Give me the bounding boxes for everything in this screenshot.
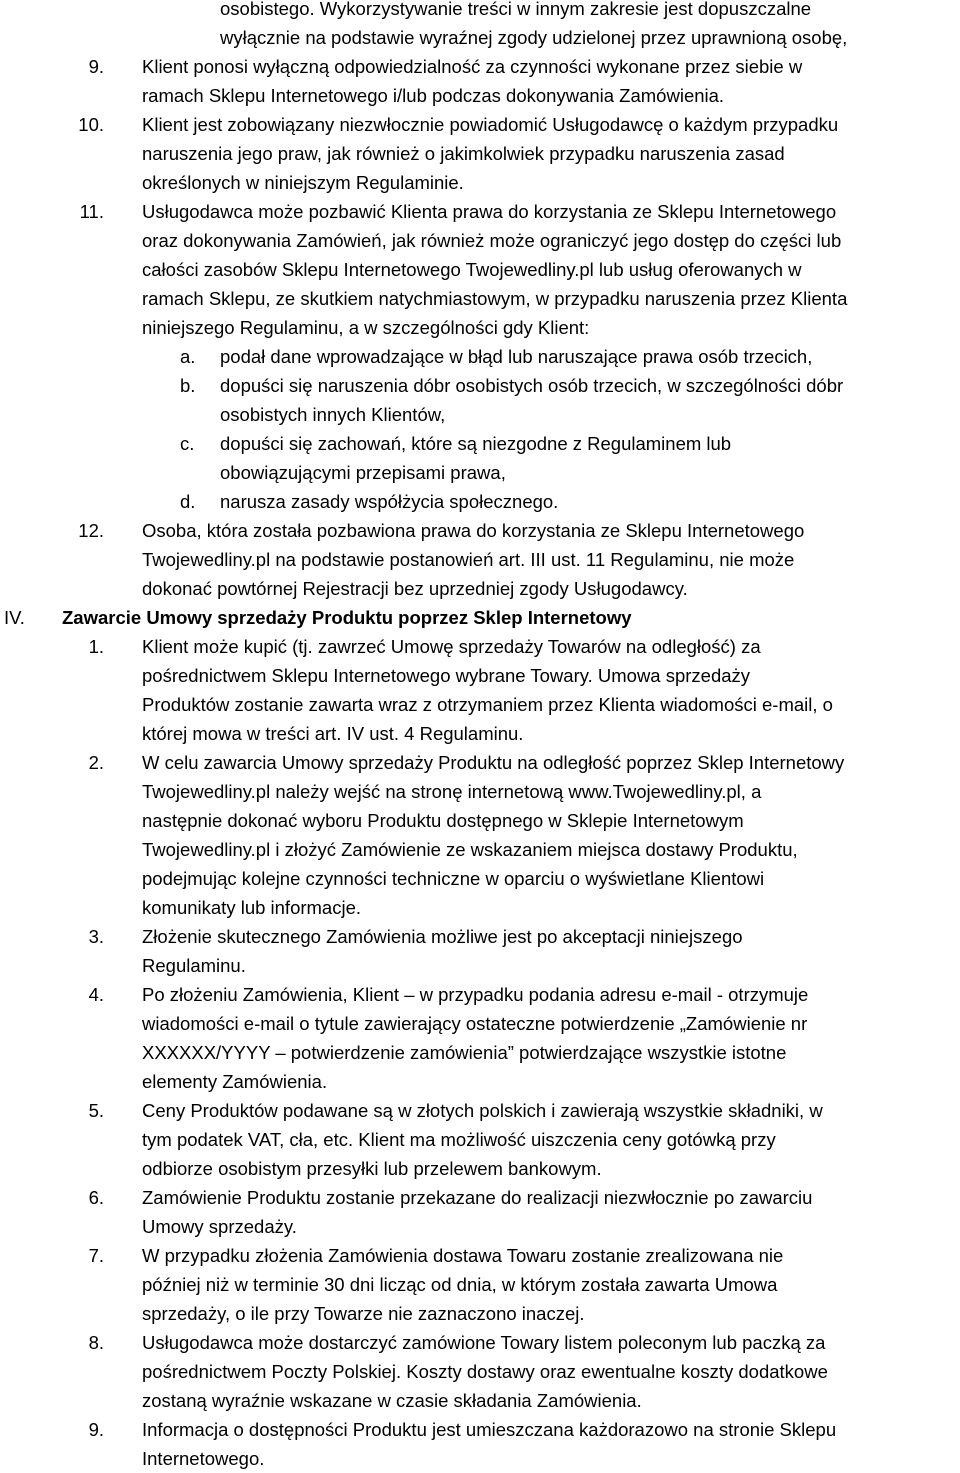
document-line [0, 806, 960, 835]
list-marker: 3. [88, 926, 104, 947]
document-line [0, 1357, 960, 1386]
document-line [0, 661, 960, 690]
line-text: niniejszego Regulaminu, a w szczególności gdy Klient: [142, 317, 590, 338]
document-line [0, 52, 960, 81]
line-text: Twojewedliny.pl na podstawie postanowień art. III ust. 11 Regulaminu, nie może [142, 549, 795, 570]
line-text: dokonać powtórnej Rejestracji bez uprzedniej zgody Usługodawcy. [142, 578, 688, 599]
document-line [0, 748, 960, 777]
list-marker: 11. [79, 201, 104, 222]
line-text: tym podatek VAT, cła, etc. Klient ma możliwość uiszczenia ceny gotówką przy [142, 1129, 776, 1150]
line-text: Regulaminu. [142, 955, 246, 976]
document-line [0, 777, 960, 806]
document-line [0, 487, 960, 516]
line-text: Usługodawca może dostarczyć zamówione Towary listem poleconym lub paczką za [142, 1332, 826, 1353]
document-line [0, 284, 960, 313]
document-line [0, 1009, 960, 1038]
line-text: zostaną wyraźnie wskazane w czasie składania Zamówienia. [142, 1390, 642, 1411]
document-line [0, 1386, 960, 1415]
list-marker: 4. [88, 984, 104, 1005]
line-text: komunikaty lub informacje. [142, 897, 362, 918]
line-text: Zamówienie Produktu zostanie przekazane do realizacji niezwłocznie po zawarciu [142, 1187, 813, 1208]
section-title: Zawarcie Umowy sprzedaży Produktu poprzez Sklep Internetowy [62, 607, 632, 628]
line-text: podejmując kolejne czynności techniczne w oparciu o wyświetlane Klientowi [142, 868, 765, 889]
list-marker: 2. [88, 752, 104, 773]
line-text: ramach Sklepu, ze skutkiem natychmiastowym, w przypadku naruszenia przez Klienta [142, 288, 848, 309]
document-line [0, 980, 960, 1009]
list-marker: b. [180, 375, 196, 396]
document-line [0, 313, 960, 342]
list-marker: 8. [88, 1332, 104, 1353]
document-line [0, 23, 960, 52]
document-line [0, 1125, 960, 1154]
line-text: elementy Zamówienia. [142, 1071, 328, 1092]
line-text: W przypadku złożenia Zamówienia dostawa Towaru zostanie zrealizowana nie [142, 1245, 784, 1266]
list-marker: c. [180, 433, 195, 454]
document-line [0, 516, 960, 545]
line-text: później niż w terminie 30 dni licząc od dnia, w którym została zawarta Umowa [142, 1274, 778, 1295]
document-line [0, 951, 960, 980]
document-line [0, 893, 960, 922]
document-line [0, 1212, 960, 1241]
line-text: Ceny Produktów podawane są w złotych polskich i zawierają wszystkie składniki, w [142, 1100, 823, 1121]
document-line [0, 81, 960, 110]
document-line [0, 1299, 960, 1328]
document-line [0, 0, 960, 23]
line-text: Po złożeniu Zamówienia, Klient – w przypadku podania adresu e-mail - otrzymuje [142, 984, 809, 1005]
document-line [0, 1328, 960, 1357]
line-text: określonych w niniejszym Regulaminie. [142, 172, 464, 193]
line-text: Umowy sprzedaży. [142, 1216, 297, 1237]
document-line [0, 197, 960, 226]
line-text: całości zasobów Sklepu Internetowego Twojewedliny.pl lub usług oferowanych w [142, 259, 802, 280]
line-text: Produktów zostanie zawarta wraz z otrzymaniem przez Klienta wiadomości e-mail, o [142, 694, 833, 715]
document-line [0, 139, 960, 168]
line-text: której mowa w treści art. IV ust. 4 Regulaminu. [142, 723, 524, 744]
document-line [0, 922, 960, 951]
line-text: Osoba, która została pozbawiona prawa do korzystania ze Sklepu Internetowego [142, 520, 805, 541]
line-text: obowiązującymi przepisami prawa, [220, 462, 506, 483]
list-marker: 9. [88, 56, 104, 77]
line-text: Twojewedliny.pl i złożyć Zamówienie ze wskazaniem miejsca dostawy Produktu, [142, 839, 798, 860]
line-text: osobistych innych Klientów, [220, 404, 446, 425]
document-line [0, 110, 960, 139]
document-line [0, 226, 960, 255]
line-text: osobistego. Wykorzystywanie treści w innym zakresie jest dopuszczalne [220, 0, 812, 19]
list-marker: 10. [78, 114, 104, 135]
list-marker: 6. [88, 1187, 104, 1208]
document-line [0, 342, 960, 371]
document-line [0, 168, 960, 197]
list-marker: 9. [88, 1419, 104, 1440]
line-text: sprzedaży, o ile przy Towarze nie zaznaczono inaczej. [142, 1303, 585, 1324]
document-line [0, 719, 960, 748]
document-line [0, 255, 960, 284]
section-heading [0, 603, 960, 632]
document-line [0, 1183, 960, 1212]
document-line [0, 1154, 960, 1183]
line-text: dopuści się zachowań, które są niezgodne z Regulaminem lub [220, 433, 732, 454]
document-line [0, 835, 960, 864]
line-text: W celu zawarcia Umowy sprzedaży Produktu na odległość poprzez Sklep Internetowy [142, 752, 845, 773]
document-line [0, 371, 960, 400]
list-marker: 7. [88, 1245, 104, 1266]
line-text: dopuści się naruszenia dóbr osobistych osób trzecich, w szczególności dóbr [220, 375, 844, 396]
document-line [0, 1444, 960, 1473]
document-line [0, 1038, 960, 1067]
document-line [0, 574, 960, 603]
document-line [0, 1241, 960, 1270]
document-line [0, 1415, 960, 1444]
line-text: Internetowego. [142, 1448, 265, 1469]
line-text: Klient może kupić (tj. zawrzeć Umowę sprzedaży Towarów na odległość) za [142, 636, 761, 657]
list-marker: 1. [88, 636, 104, 657]
document-line [0, 632, 960, 661]
line-text: podał dane wprowadzające w błąd lub naruszające prawa osób trzecich, [220, 346, 813, 367]
line-text: wyłącznie na podstawie wyraźnej zgody udzielonej przez uprawnioną osobę, [220, 27, 848, 48]
list-marker: a. [180, 346, 196, 367]
document-line [0, 458, 960, 487]
line-text: Klient jest zobowiązany niezwłocznie powiadomić Usługodawcę o każdym przypadku [142, 114, 839, 135]
line-text: następnie dokonać wyboru Produktu dostępnego w Sklepie Internetowym [142, 810, 744, 831]
list-marker: IV. [4, 607, 25, 628]
document-line [0, 690, 960, 719]
list-marker: 12. [78, 520, 104, 541]
line-text: pośrednictwem Poczty Polskiej. Koszty dostawy oraz ewentualne koszty dodatkowe [142, 1361, 828, 1382]
line-text: pośrednictwem Sklepu Internetowego wybrane Towary. Umowa sprzedaży [142, 665, 751, 686]
document-line [0, 545, 960, 574]
line-text: Klient ponosi wyłączną odpowiedzialność za czynności wykonane przez siebie w [142, 56, 803, 77]
line-text: Usługodawca może pozbawić Klienta prawa do korzystania ze Sklepu Internetowego [142, 201, 837, 222]
line-text: ramach Sklepu Internetowego i/lub podczas dokonywania Zamówienia. [142, 85, 725, 106]
line-text: narusza zasady współżycia społecznego. [220, 491, 559, 512]
line-text: odbiorze osobistym przesyłki lub przelewem bankowym. [142, 1158, 602, 1179]
line-text: naruszenia jego praw, jak również o jakimkolwiek przypadku naruszenia zasad [142, 143, 785, 164]
line-text: wiadomości e-mail o tytule zawierający ostateczne potwierdzenie „Zamówienie nr [142, 1013, 808, 1034]
line-text: oraz dokonywania Zamówień, jak również może ograniczyć jego dostęp do części lub [142, 230, 842, 251]
line-text: Złożenie skutecznego Zamówienia możliwe jest po akceptacji niniejszego [142, 926, 743, 947]
document-line [0, 1270, 960, 1299]
line-text: Informacja o dostępności Produktu jest umieszczana każdorazowo na stronie Sklepu [142, 1419, 837, 1440]
line-text: XXXXXX/YYYY – potwierdzenie zamówienia” potwierdzające wszystkie istotne [142, 1042, 787, 1063]
list-marker: d. [180, 491, 196, 512]
list-marker: 5. [88, 1100, 104, 1121]
document-line [0, 1096, 960, 1125]
document-line [0, 400, 960, 429]
document-line [0, 1067, 960, 1096]
document-line [0, 429, 960, 458]
document-line [0, 864, 960, 893]
line-text: Twojewedliny.pl należy wejść na stronę internetową www.Twojewedliny.pl, a [142, 781, 762, 802]
